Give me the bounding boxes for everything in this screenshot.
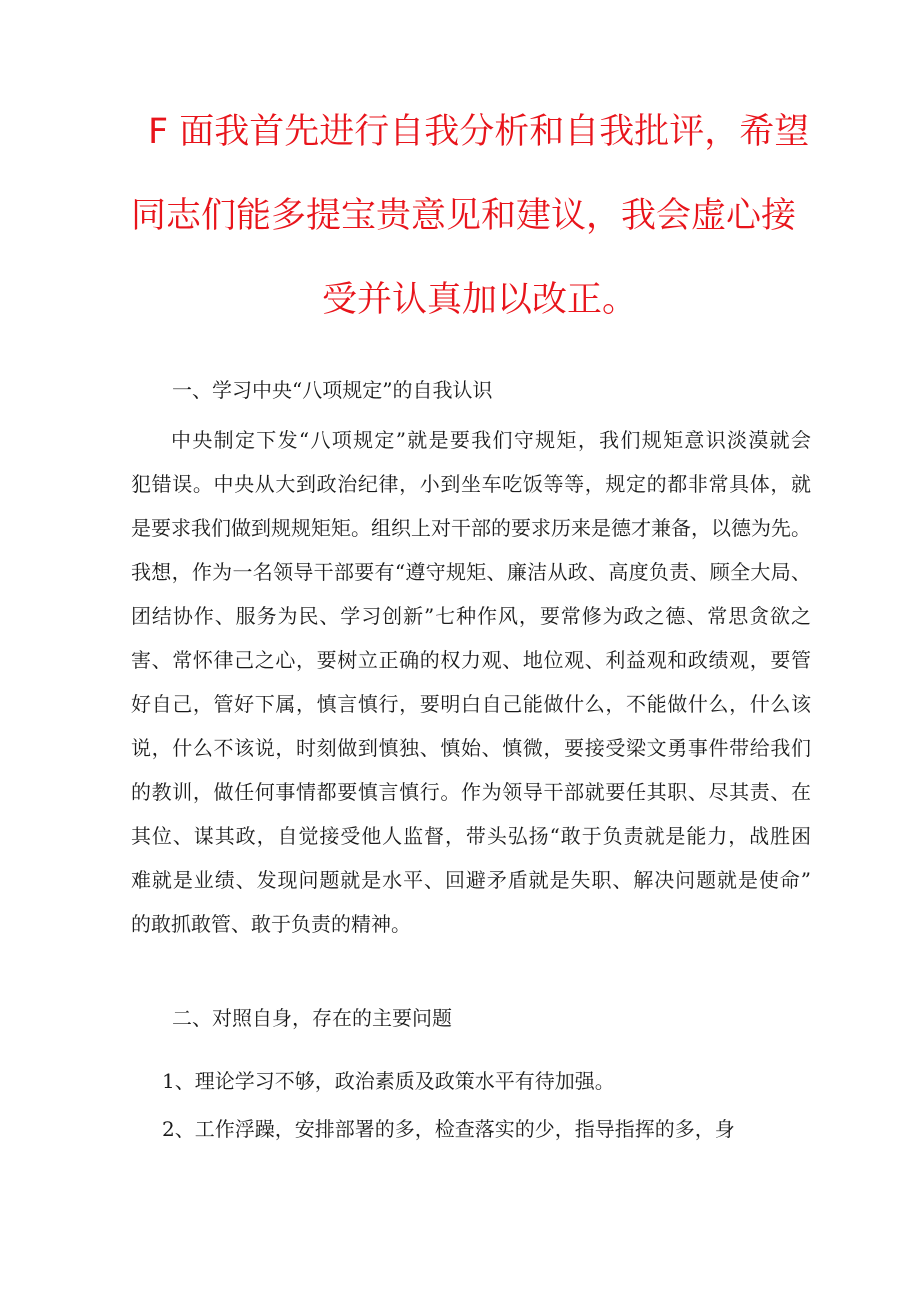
title-line-3: 受并认真加以改正。 — [322, 280, 638, 320]
problem-item-2: 2、工作浮躁，安排部署的多，检查落实的少，指导指挥的多，身 — [162, 1117, 735, 1141]
paragraph-line: 团结协作、服务为民、学习创新”七种作风，要常修为政之德、常思贪欲之 — [131, 604, 811, 628]
section-1-paragraph — [131, 418, 811, 946]
paragraph-line: 的敢抓敢管、敢于负责的精神。 — [131, 912, 411, 936]
paragraph-line: 中央制定下发“八项规定”就是要我们守规矩，我们规矩意识淡漠就会 — [171, 428, 811, 452]
paragraph-line: 我想，作为一名领导干部要有“遵守规矩、廉洁从政、高度负责、顾全大局、 — [131, 560, 811, 584]
paragraph-line: 的教训，做任何事情都要慎言慎行。作为领导干部就要任其职、尽其责、在 — [131, 780, 811, 804]
title-line-1: F 面我首先进行自我分析和自我批评，希望 — [148, 112, 810, 152]
paragraph-line: 好自己，管好下属，慎言慎行，要明白自己能做什么，不能做什么，什么该 — [131, 692, 811, 716]
paragraph-line: 害、常怀律己之心，要树立正确的权力观、地位观、利益观和政绩观，要管 — [131, 648, 811, 672]
section-2-heading: 二、对照自身，存在的主要问题 — [172, 1006, 452, 1030]
paragraph-line: 其位、谋其政，自觉接受他人监督，带头弘扬“敢于负责就是能力，战胜困 — [131, 824, 811, 848]
title-line-2: 同志们能多提宝贵意见和建议，我会虚心接 — [131, 196, 797, 236]
paragraph-line: 犯错误。中央从大到政治纪律，小到坐车吃饭等等，规定的都非常具体，就 — [131, 472, 811, 496]
problem-item-1: 1、理论学习不够，政治素质及政策水平有待加强。 — [162, 1069, 615, 1093]
paragraph-line: 难就是业绩、发现问题就是水平、回避矛盾就是失职、解决问题就是使命” — [131, 868, 811, 892]
paragraph-line: 是要求我们做到规规矩矩。组织上对干部的要求历来是德才兼备，以德为先。 — [131, 516, 811, 540]
paragraph-line: 说，什么不该说，时刻做到慎独、慎始、慎微，要接受梁文勇事件带给我们 — [131, 736, 811, 760]
section-1-heading: 一、学习中央“八项规定”的自我认识 — [172, 378, 493, 402]
